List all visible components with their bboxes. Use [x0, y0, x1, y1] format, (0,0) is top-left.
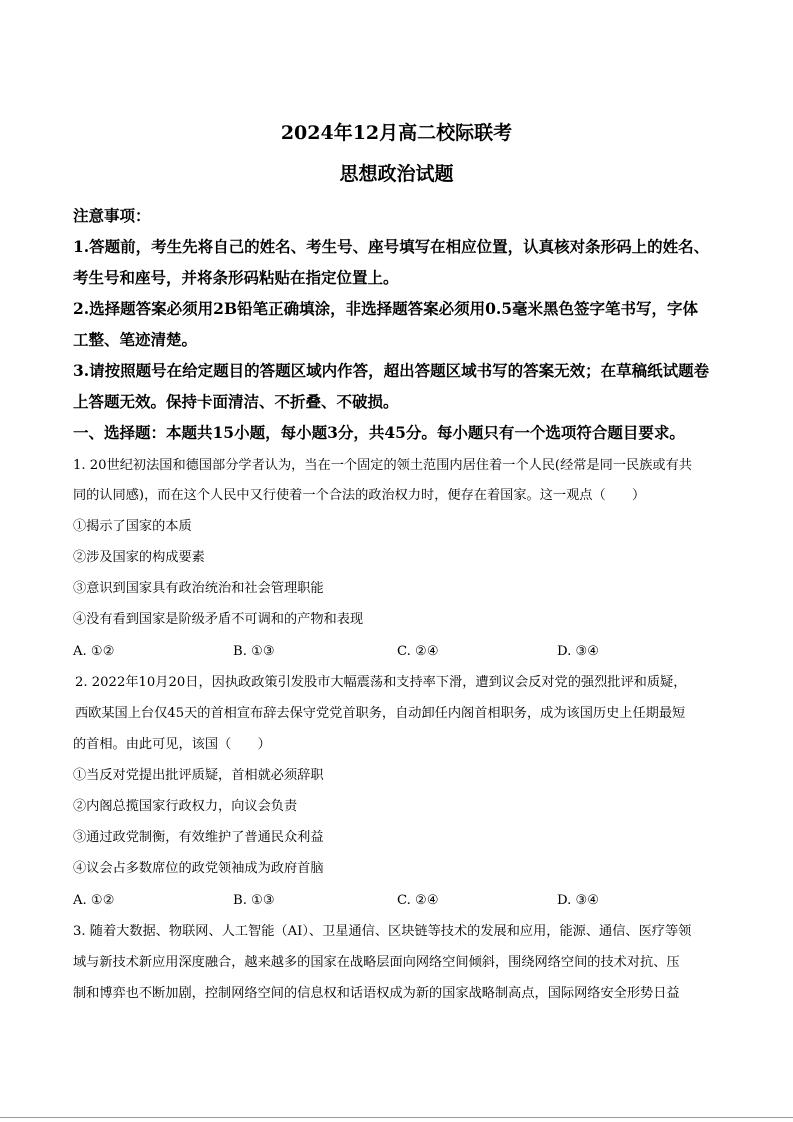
- statement: ③意识到国家具有政治统治和社会管理职能: [73, 581, 324, 596]
- subject-title: 思想政治试题: [339, 163, 454, 185]
- option-b: B. ①③: [233, 644, 275, 659]
- question-stem: 西欧某国上台仅45天的首相宣布辞去保守党党首职务，自动卸任内阁首相职务，成为该国历史上任期最短: [75, 706, 686, 721]
- question-stem: 域与新技术新应用深度融合，越来越多的国家在战略层面向网络空间倾斜，围绕网络空间的技术对抗、压: [73, 955, 680, 970]
- statement: ④议会占多数席位的政党领袖成为政府首脑: [73, 861, 324, 876]
- statement: ④没有看到国家是阶级矛盾不可调和的产物和表现: [73, 612, 364, 627]
- option-a: A. ①②: [73, 644, 115, 659]
- option-a: A. ①②: [73, 893, 115, 908]
- notice-line: 考生号和座号，并将条形码粘贴在指定位置上。: [73, 268, 399, 287]
- exam-title: 2024年12月高二校际联考: [280, 122, 513, 144]
- notice-heading: 注意事项：: [73, 206, 151, 225]
- option-c: C. ②④: [397, 893, 439, 908]
- statement: ②涉及国家的构成要素: [73, 550, 205, 565]
- notice-line: 3.请按照题号在给定题目的答题区域内作答，超出答题区域书写的答案无效；在草稿纸试题卷: [73, 361, 710, 380]
- question-stem: 3. 随着大数据、物联网、人工智能（AI）、卫星通信、区块链等技术的发展和应用，能源、通信、医疗等领: [73, 924, 692, 939]
- option-d: D. ③④: [557, 893, 600, 908]
- page-bottom-divider: [0, 1117, 793, 1118]
- question-stem: 1. 20世纪初法国和德国部分学者认为，当在一个固定的领土范围内居住着一个人民(经常是同一民族或有共: [73, 458, 692, 473]
- question-stem: 同的认同感)，而在这个人民中又行使着一个合法的政治权力时，便存在着国家。这一观点（ ）: [73, 488, 646, 503]
- question-stem: 制和博弈也不断加剧，控制网络空间的信息权和话语权成为新的国家战略制高点，国际网络安全形势日益: [73, 986, 680, 1001]
- question-stem: 的首相。由此可见，该国（ ）: [73, 737, 271, 752]
- notice-line: 2.选择题答案必须用2B铅笔正确填涂，非选择题答案必须用0.5毫米黑色签字笔书写，字体: [73, 299, 699, 318]
- notice-line: 上答题无效。保持卡面清洁、不折叠、不破损。: [73, 392, 399, 411]
- option-d: D. ③④: [557, 644, 600, 659]
- statement: ①当反对党提出批评质疑，首相就必须辞职: [73, 768, 324, 783]
- notice-line: 1.答题前，考生先将自己的姓名、考生号、座号填写在相应位置，认真核对条形码上的姓名、: [73, 237, 710, 256]
- statement: ③通过政党制衡，有效维护了普通民众利益: [73, 830, 324, 845]
- option-b: B. ①③: [233, 893, 275, 908]
- option-c: C. ②④: [397, 644, 439, 659]
- notice-line: 工整、笔迹清楚。: [73, 330, 198, 349]
- statement: ①揭示了国家的本质: [73, 519, 192, 534]
- question-stem: 2. 2022年10月20日，因执政政策引发股市大幅震荡和支持率下滑，遭到议会反对党的强烈批评和质疑，: [75, 675, 687, 690]
- section-heading: 一、选择题：本题共15小题，每小题3分，共45分。每小题只有一个选项符合题目要求。: [73, 423, 685, 442]
- statement: ②内阁总揽国家行政权力，向议会负责: [73, 799, 298, 814]
